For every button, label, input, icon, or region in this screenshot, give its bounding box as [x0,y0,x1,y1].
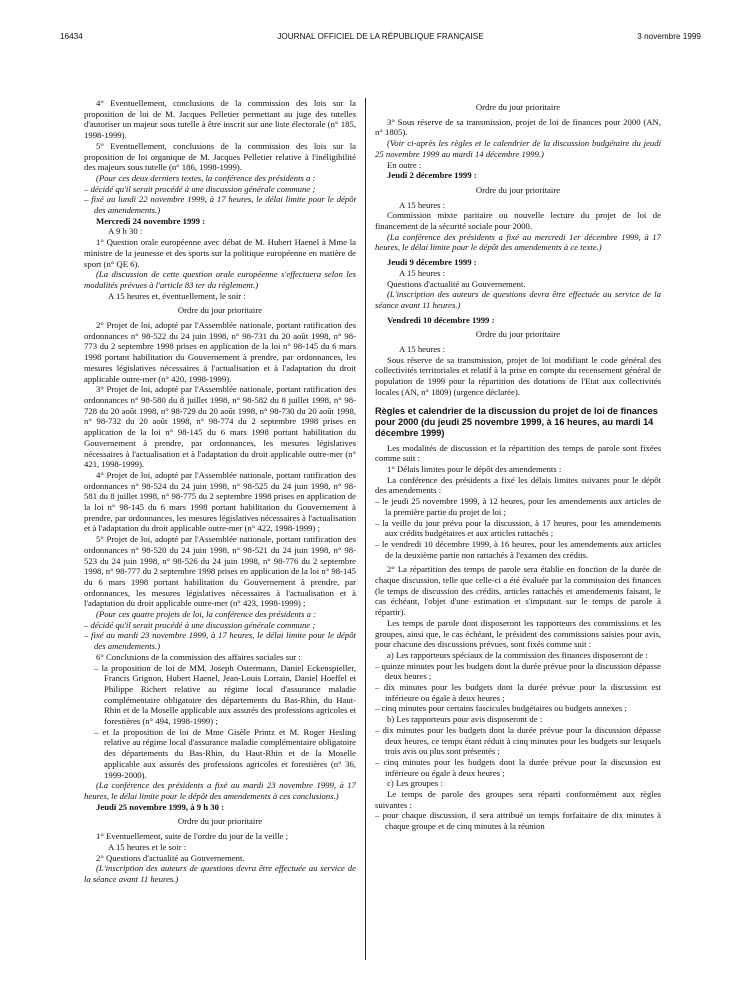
right-column-paragraph: Jeudi 9 décembre 1999 : [387,257,477,268]
right-column-paragraph: La conférence des présidents a fixé les délais limites suivants pour le dépôt des amendements : [375,474,661,496]
left-column-paragraph: 3° Projet de loi, adopté par l'Assemblée nationale, portant ratification des ordonnances n° 98-580 du 8 juillet 1998, n° 98-582 du 8 juillet 1998, n° 98-728 du 20 août 1998, n° 98-729 du 20 août 1998, n° 98-730 du 20 août 1998, n° 98-732 du 20 août 1998, n° 98-774 du 2 septembre 1998 prises en application de la loi n° 98-145 du 6 mars 1998 portant habilitation du Gouvernement à prendre, par ordonnances, les mesures législatives nécessaires à l'actualisation et à l'adaptation du droit applicable outre-mer (n° 421, 1998-1999). [84,384,356,470]
left-column-paragraph: (La discussion de cette question orale européenne s'effectuera selon les modalités prévues à l'article 83 ter du règlement.) [84,269,356,290]
left-column-paragraph: Ordre du jour prioritaire [177,305,263,316]
column-divider [365,98,366,960]
right-column-paragraph: Règles et calendrier de la discussion du projet de loi de finances pour 2000 (du jeudi 25 novembre 1999, à 16 heures, au mardi 14 décembre 1999) [375,405,658,438]
right-column-paragraph: Vendredi 10 décembre 1999 : [387,314,495,325]
page-header [60,30,701,44]
left-column-paragraph: (Pour ces deux derniers textes, la conférence des présidents a : [96,172,316,183]
left-column-paragraph: A 15 heures et, éventuellement, le soir : [108,290,246,301]
right-column-paragraph: A 15 heures : [399,199,446,210]
right-column-paragraph: 3° Sous réserve de sa transmission, projet de loi de finances pour 2000 (AN, n° 1805). [375,116,661,138]
right-column-paragraph: – dix minutes pour les budgets dont la durée prévue pour la discussion dépasse deux heures, ce temps étant réduit à cinq minutes pour les budgets sur lesquels trois avis ou plus sont présentés ; [375,724,661,757]
right-column-paragraph: Ordre du jour prioritaire [475,184,561,195]
left-column-paragraph: 2° Projet de loi, adopté par l'Assemblée nationale, portant ratification des ordonnances n° 98-522 du 24 juin 1998, n° 98-731 du 20 août 1998, n° 98-773 du 2 septembre 1998 prises en application de la loi n° 98-145 du 6 mars 1998 portant habilitation du Gouvernement à prendre, par ordonnances, les mesures législatives nécessaires à l'actualisation et à l'adaptation du droit applicable outre-mer (n° 420, 1998-1999). [84,320,356,384]
right-column-paragraph: (Voir ci-après les règles et le calendrier de la discussion budgétaire du jeudi 25 novembre 1999 au mardi 14 décembre 1999.) [375,138,661,159]
right-column-paragraph: b) Les rapporteurs pour avis disposeront de : [387,714,543,725]
left-column-paragraph: – et la proposition de loi de Mme Gisèle Printz et M. Roger Hesling relative au régime local d'assurance maladie complémentaire obligatoire des départements du Bas-Rhin, du Haut-Rhin et de la Moselle applicable aux assurés des professions agricoles et forestières (n° 36, 1999-2000). [94,726,356,780]
right-column-paragraph: Commission mixte paritaire ou nouvelle lecture du projet de loi de financement de la sécurité sociale pour 2000. [375,210,661,232]
right-column-paragraph: En outre : [387,159,422,170]
left-column-paragraph: 5° Eventuellement, conclusions de la commission des lois sur la proposition de loi organique de M. Jacques Pelletier relative à l'inéligibilité des majeurs sous tutelle (n° 186, 1998-1999). [84,140,356,173]
right-column-paragraph: – quinze minutes pour les budgets dont la durée prévue pour la discussion dépasse deux heures ; [375,660,661,682]
right-column-paragraph: – cinq minutes pour les budgets dont la durée prévue pour la discussion est inférieure ou égale à deux heures ; [375,756,661,778]
right-column-paragraph: Sous réserve de sa transmission, projet de loi modifiant le code général des collectivités territoriales et relatif à la prise en compte du recensement général de population de 1999 pour la répartition des dotations de l'Etat aux collectivités locales (AN, n° 1809) (urgence déclarée). [375,354,661,397]
right-column-paragraph: Le temps de parole des groupes sera réparti conformément aux règles suivantes : [375,789,661,810]
left-column-paragraph: A 9 h 30 : [108,226,143,237]
left-column-paragraph: – fixé au mardi 23 novembre 1999, à 17 heures, le délai limite pour le dépôt des amendements.) [84,630,356,652]
left-column-paragraph: – décidé qu'il serait procédé à une discussion générale commune ; [84,619,316,630]
right-column-paragraph: A 15 heures : [399,267,446,278]
right-column-paragraph: A 15 heures : [399,344,446,355]
right-column-paragraph: (La conférence des présidents a fixé au mercredi 1er décembre 1999, à 17 heures, le délai limite pour le dépôt des amendements à ce texte.) [375,231,661,253]
page-number: 16434 [60,32,83,41]
right-column-paragraph: – pour chaque discussion, il sera attribué un temps forfaitaire de dix minutes à chaque groupe et de cinq minutes à la réunion [375,810,661,832]
right-column-paragraph: – cinq minutes pour certains fascicules budgétaires ou budgets annexes ; [375,703,627,714]
left-column-paragraph: Jeudi 25 novembre 1999, à 9 h 30 : [96,801,224,812]
left-column-paragraph: Ordre du jour prioritaire [177,816,263,827]
left-column-paragraph: – décidé qu'il serait procédé à une discussion générale commune ; [84,183,316,194]
left-column [84,98,356,983]
right-column-paragraph: Jeudi 2 décembre 1999 : [387,170,477,181]
journal-title: JOURNAL OFFICIEL DE LA RÉPUBLIQUE FRANÇAISE [277,32,484,41]
left-column-paragraph: 5° Projet de loi, adopté par l'Assemblée nationale, portant ratification des ordonnances n° 98-520 du 24 juin 1998, n° 98-521 du 24 juin 1998, n° 98-523 du 24 juin 1998, n° 98-526 du 24 juin 1998, n° 98-776 du 2 septembre 1998, n° 98-777 du 2 septembre 1998 prises en application de la loi n° 98-145 du 6 mars 1998 portant habilitation du Gouvernement à prendre, par ordonnances, les mesures législatives nécessaires à l'actualisation et à l'adaptation du droit applicable outre-mer (n° 423, 1998-1999) ; [84,534,356,609]
right-column-paragraph: – le vendredi 10 décembre 1999, à 16 heures, pour les amendements aux articles de la deuxième partie non rattachés à l'examen des crédits. [375,538,661,560]
right-column-paragraph: Ordre du jour prioritaire [475,102,561,112]
left-column-paragraph: – fixé au lundi 22 novembre 1999, à 17 heures, le délai limite pour le dépôt des amendements.) [84,194,356,216]
right-column-paragraph: – le jeudi 25 novembre 1999, à 12 heures, pour les amendements aux articles de la première partie du projet de loi ; [375,496,661,517]
right-column-paragraph: (L'inscription des auteurs de questions devra être effectuée au service de la séance avant 11 heures.) [375,289,661,310]
left-column-paragraph: 4° Projet de loi, adopté par l'Assemblée nationale, portant ratification des ordonnances n° 98-524 du 24 juin 1998, n° 98-525 du 24 juin 1998, n° 98-581 du 8 juillet 1998, n° 98-775 du 2 septembre 1998 prises en application de la loi n° 98-145 du 6 mars 1998 portant habilitation du Gouvernement à prendre, par ordonnances, les mesures législatives nécessaires à l'actualisation et à l'adaptation du droit applicable outre-mer (n° 422, 1998-1999) ; [84,469,356,534]
right-column-paragraph: Les modalités de discussion et la répartition des temps de parole sont fixées comme suit : [375,442,661,464]
left-column-paragraph: A 15 heures et le soir : [108,841,187,852]
right-column-paragraph: – la veille du jour prévu pour la discussion, à 17 heures, pour les amendements aux crédits budgétaires et aux articles rattachés ; [375,517,661,539]
left-column-paragraph: Mercredi 24 novembre 1999 : [96,215,206,226]
left-column-paragraph: (La conférence des présidents a fixé au mardi 23 novembre 1999, à 17 heures, le délai limite pour le dépôt des amendements à ces conclusions.) [84,780,356,801]
right-column-paragraph: Les temps de parole dont disposeront les rapporteurs des commissions et les groupes, ainsi que, le cas échéant, le président des commissions saisies pour avis, pour chacune des discussions prévues, sont fixés comme suit : [375,617,661,650]
right-column-paragraph: 2° La répartition des temps de parole sera établie en fonction de la durée de chaque discussion, telle que celle-ci a été évaluée par la commission des finances (le temps de discussion des crédits, articles rattachés et amendements faisant, le cas échéant, l'objet d'une estimation et s'imputant sur le temps de parole à répartir). [375,564,661,618]
right-column-paragraph: Questions d'actualité au Gouvernement. [387,278,526,289]
left-column-paragraph: 1° Eventuellement, suite de l'ordre du jour de la veille ; [96,831,289,842]
right-column-paragraph: – dix minutes pour les budgets dont la durée prévue pour la discussion est inférieure ou égale à deux heures ; [375,682,661,703]
left-column-paragraph: 6° Conclusions de la commission des affaires sociales sur : [96,651,301,662]
left-column-paragraph: (Pour ces quatre projets de loi, la conférence des présidents a : [96,609,317,620]
left-column-paragraph: 4° Eventuellement, conclusions de la commission des lois sur la proposition de loi de M. Jacques Pelletier permettant au juge des tutelles d'autoriser un majeur sous tutelle à être inscrit sur une liste électorale (n° 185, 1998-1999). [84,98,356,141]
right-column-paragraph: c) Les groupes : [387,778,443,789]
right-column-paragraph: 1° Délais limites pour le dépôt des amendements : [387,463,562,474]
right-column [375,98,661,983]
right-column-paragraph: Ordre du jour prioritaire [475,329,561,340]
left-column-paragraph: (L'inscription des auteurs de questions devra être effectuée au service de la séance avant 11 heures.) [84,863,356,884]
issue-date: 3 novembre 1999 [637,32,701,41]
left-column-paragraph: 2° Questions d'actualité au Gouvernement. [96,852,245,863]
right-column-paragraph: a) Les rapporteurs spéciaux de la commission des finances disposeront de : [387,649,648,660]
left-column-paragraph: 1° Question orale européenne avec débat de M. Hubert Haenel à Mme la ministre de la jeunesse et des sports sur la politique européenne en matière de sport (n° QE 6). [84,237,356,269]
left-column-paragraph: – la proposition de loi de MM. Joseph Ostermann, Daniel Eckenspieller, Francis Grignon, Hubert Haenel, Jean-Louis Lorrain, Daniel Hoeffel et Philippe Richert relative au régime local d'assurance maladie complémentaire obligatoire des départements du Bas-Rhin, du Haut-Rhin et de la Moselle applicable aux assurés des professions agricoles et forestières (n° 494, 1998-1999) ; [94,662,356,727]
